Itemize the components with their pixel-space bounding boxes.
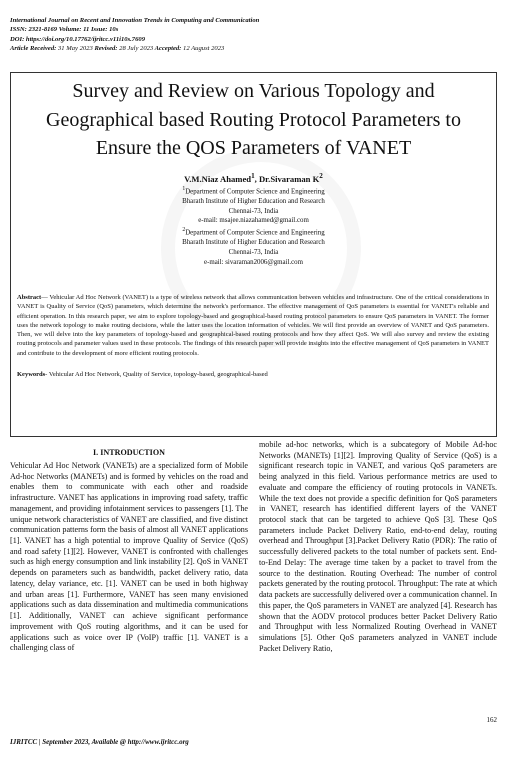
author-sup: 1 <box>251 172 255 180</box>
author-separator: , <box>254 173 259 184</box>
title-line: Ensure the QOS Parameters of VANET <box>95 137 412 159</box>
affiliation-email: e-mail: sivaraman2006@gmail.com <box>204 258 303 266</box>
title-line: Geographical based Routing Protocol Parameters to <box>46 108 461 131</box>
affiliation-dept: $^1$Department of Computer Science and Engineering <box>182 186 325 196</box>
abstract-label: Abstract <box>17 294 42 301</box>
left-column-text: Vehicular Ad Hoc Network (VANETs) are a specialized form of Mobile Ad-hoc Networks (MANETs) and is formed by vehicles on the road and enables them to communicate with each other and roadside infrastructure. VANET has applications in improving road safety, traffic management, and providing infotainment services to passengers [1]. The unique network characteristics of VANET are classified, and five distinct communication patterns form the basis of almost all VANET applications [1]. VANET has a high potential to improve Quality of Service (QoS) and road safety [1][2]. However, VANET is confronted with challenges such as high energy consumption and link instability [2]. QoS in VANET depends on parameters such as bandwidth, packet delivery ratio, data latency, delay variance, etc. [1]. VANET can be used in both highway and urban areas [1]. Furthermore, VANET has seen many envisioned applications such as data dissemination and multimedia communications [1]. Additionally, VANET can achieve significant performance improvement with QoS routing algorithms, and it can be used for applications such as voice over IP (VoIP) traffic [1]. VANET is a challenging class of <box>10 461 248 653</box>
abstract <box>17 293 489 358</box>
right-column-text: mobile ad-hoc networks, which is a subcategory of Mobile Ad-hoc Networks (MANETs) [1][2]. Improving Quality of Service (QoS) is a significant research topic in VANET, and various QoS parameters are being analyzed in this field. Various performance metrics are used to evaluate and compare the efficiency of routing protocols in VANETs. While the text does not provide a specific definition for QoS parameters in VANET, research has identified different layers of the VANET protocol stack that can be targeted to achieve QoS [3]. These QoS parameters include Packet Delivery Ratio, end-to-end delay, routing overhead and Throughput [3].Packet Delivery Ratio (PDR): The ratio of successfully delivered packets to the total number of packets sent. End-to-End Delay: The average time taken by a packet to travel from the source to the destination. Routing Overhead: The number of control packets generated by the routing protocol. Throughput: The rate at which data packets are successfully delivered over a communication channel. In this paper, the QoS parameters in VANET are analyzed [4]. Research has shown that the AODV protocol produces better Packet Delivery Ratio and Throughput with less Normalized Routing Overhead in VANET simulations [5]. Other QoS parameters analyzed in VANET include Packet Delivery Ratio, <box>259 440 497 653</box>
keywords <box>17 370 489 379</box>
affiliations <box>11 185 496 267</box>
affiliation-institute: Bharath Institute of Higher Education and Research <box>182 239 325 247</box>
affiliation-sup: 2 <box>182 227 186 234</box>
article-dates <box>10 44 259 53</box>
paper-title <box>11 77 496 163</box>
title-line: Survey and Review on Various Topology and <box>72 80 435 102</box>
issn-line: ISSN: 2321-8169 Volume: 11 Issue: 10s <box>10 26 119 34</box>
author-sup: 2 <box>319 172 323 180</box>
received-date: 31 May 2023 <box>57 45 93 53</box>
revised-label: Revised: <box>94 45 118 53</box>
received-label: Article Received: <box>10 45 57 53</box>
affiliation-sup: 1 <box>182 186 186 192</box>
keywords-text: - Vehicular Ad Hoc Network, Quality of Service, topology-based, geographical-based <box>45 371 268 378</box>
abstract-text: — Vehicular Ad Hoc Network (VANET) is a type of wireless network that allows communication between vehicles and infrastructure. One of the critical considerations in VANET is Quality of Service (QoS) parameters, which determine the network's performance. The effective management of QoS parameters is essential for VANET's reliable and efficient operation. In this research paper, we aim to explore topology-based and geographical-based routing protocol parameters to ensure QoS parameters in VANET. The former uses the network topology to make routing decisions, while the latter uses the location information of vehicles. We will first provide an overview of VANET and QoS parameters. Then, we will delve into the key parameters of topology-based and geographical-based routing protocols and how they affect QoS. We will also survey and review the existing routing protocols and parameter values used in these protocols. The findings of this research paper will provide insights into the effective management of QoS parameters in VANET and contribute to the development of more efficient routing protocols. <box>17 294 489 357</box>
author-line <box>11 172 496 184</box>
title-abstract-box <box>10 72 497 437</box>
author-name: Dr.Sivaraman K <box>258 173 320 184</box>
page-footer: IJRITCC | September 2023, Available @ http://www.ijritcc.org <box>10 738 189 746</box>
journal-header <box>10 16 259 54</box>
author-name: V.M.Niaz Ahamed <box>184 173 252 184</box>
affiliation-dept: $^2$Department of Computer Science and Engineering <box>182 227 325 237</box>
affiliation-institute: Bharath Institute of Higher Education and Research <box>182 198 325 205</box>
page-number: 162 <box>486 716 497 724</box>
accepted-date: 12 August 2023 <box>183 45 225 53</box>
affiliation-email: e-mail: msajee.niazahamed@gmail.com <box>198 217 309 225</box>
revised-date: 28 July 2023 <box>119 45 154 53</box>
journal-name: International Journal on Recent and Innovation Trends in Computing and Communication <box>10 17 260 24</box>
doi-line: DOI: https://doi.org/10.17762/ijritcc.v11i10s.7609 <box>10 35 145 43</box>
section-heading: I. INTRODUCTION <box>93 448 165 457</box>
keywords-label: Keywords <box>17 371 46 378</box>
affiliation-city: Chennai-73, India <box>228 248 279 256</box>
accepted-label: Accepted: <box>154 45 182 53</box>
affiliation-city: Chennai-73, India <box>228 207 279 215</box>
